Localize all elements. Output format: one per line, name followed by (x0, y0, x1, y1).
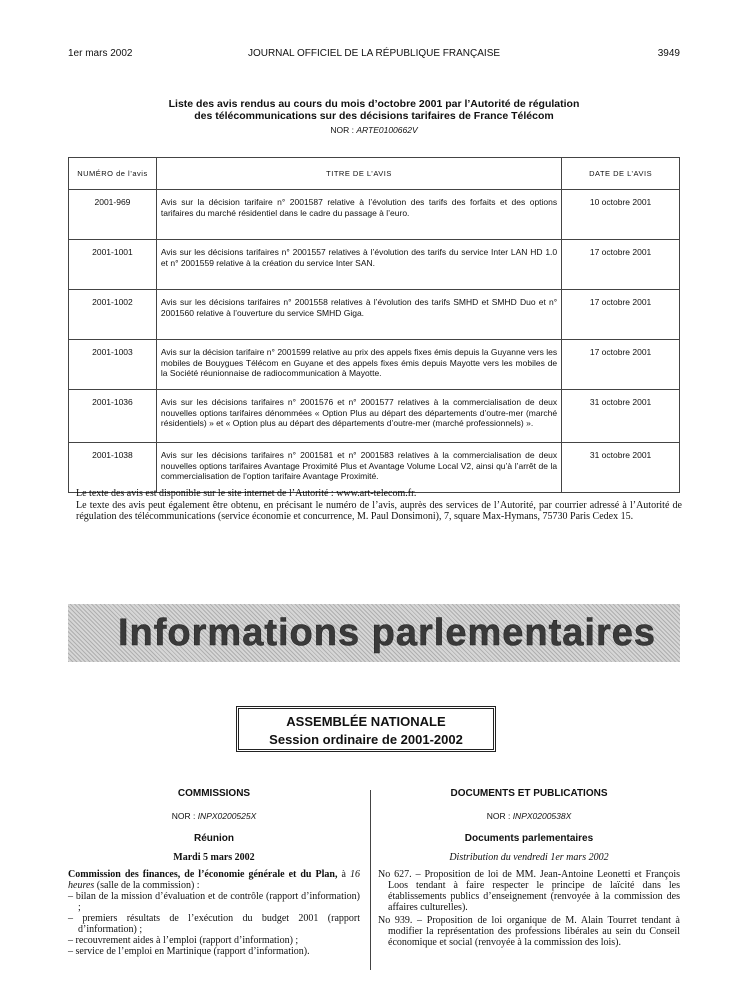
documents-subheading: Documents parlementaires (464, 833, 594, 844)
avis-number: 2001-1036 (69, 390, 157, 443)
note-availability: Le texte des avis est disponible sur le site internet de l’Autorité : www.art-telecom.fr. (76, 488, 417, 499)
nor-code: ARTE0100662V (356, 125, 418, 135)
avis-number: 2001-1001 (69, 240, 157, 290)
list-item: – premiers résultats de l’exécution du budget 2001 (rapport d’information) ; (68, 913, 360, 935)
left-column (68, 788, 360, 957)
avis-section-title (0, 98, 748, 122)
banner-informations-parlementaires (68, 604, 680, 662)
avis-date: 10 octobre 2001 (562, 190, 680, 240)
avis-number: 2001-1038 (69, 443, 157, 493)
table-row (69, 340, 680, 390)
distribution-date: Distribution du vendredi 1er mars 2002 (449, 852, 609, 863)
avis-nor (0, 125, 748, 135)
avis-title: Avis sur les décisions tarifaires n° 2001576 et n° 2001577 relatives à la commercialisation de deux nouvelles options tarifaires dénommées « Option Plus au départ des départements d’outre-mer (marché résidentiels) » et « Option plus au départ des départements d’outre-mer (marché professionnels) ». (156, 390, 561, 443)
avis-number: 2001-969 (69, 190, 157, 240)
table-row (69, 240, 680, 290)
nor-label: NOR : (171, 811, 196, 821)
header-date: 1er mars 2002 (68, 48, 133, 59)
agenda-list (68, 891, 360, 957)
avis-title: Avis sur les décisions tarifaires n° 2001557 relatives à l’évolution des tarifs du service Inter LAN HD 1.0 et n° 2001559 relative à la création du service Inter SAN. (156, 240, 561, 290)
avis-date: 17 octobre 2001 (562, 290, 680, 340)
nor-label: NOR : (330, 125, 354, 135)
assemblee-box (236, 706, 496, 752)
avis-number: 2001-1002 (69, 290, 157, 340)
commission-at: à (337, 869, 350, 880)
avis-title-line1: Liste des avis rendus au cours du mois d’octobre 2001 par l’Autorité de régulation (168, 98, 580, 110)
nor-code: INPX0200538X (512, 811, 572, 821)
avis-title: Avis sur les décisions tarifaires n° 2001558 relatives à l’évolution des tarifs SMHD et SMHD Duo et n° 2001560 relative à l’ouverture du service SMHD Giga. (156, 290, 561, 340)
commission-block (68, 869, 360, 957)
nor-code: INPX0200525X (197, 811, 257, 821)
documents-list (378, 869, 680, 948)
list-item: No 627. – Proposition de loi de MM. Jean-Antoine Leonetti et François Loos tendant à faire respecter le principe de laïcité dans les établissements publics d’enseignement (renvoyée à la commission des affaires culturelles). (378, 869, 680, 913)
reunion-date: Mardi 5 mars 2002 (173, 852, 255, 863)
avis-table (68, 157, 680, 493)
reunion-heading: Réunion (194, 833, 234, 844)
table-row (69, 390, 680, 443)
avis-title: Avis sur la décision tarifaire n° 2001599 relative au prix des appels fixes émis depuis la Guyanne vers les mobiles de Bouygues Télécom en Guyane et des appels fixes émis depuis Mayotte vers les mobiles de la Société réunionnaise de radiocommunication à Mayotte. (156, 340, 561, 390)
nor-label: NOR : (486, 811, 511, 821)
table-header-row (69, 158, 680, 190)
avis-title-line2: des télécommunications sur des décisions tarifaires de France Télécom (194, 110, 554, 122)
commissions-nor (68, 811, 360, 821)
avis-date: 17 octobre 2001 (562, 340, 680, 390)
journal-title: JOURNAL OFFICIEL DE LA RÉPUBLIQUE FRANÇAISE (247, 48, 501, 59)
table-row (69, 443, 680, 493)
documents-nor (378, 811, 680, 821)
column-header-numero: NUMÉRO de l’avis (69, 158, 157, 190)
note-contact: Le texte des avis peut également être obtenu, en précisant le numéro de l’avis, auprès des services de l’Autorité, par courrier adressé à l’Autorité de régulation des télécommunications (service économie et concurrence, M. Paul Donsimoni), 7, square Max-Hymans, 75730 Paris Cedex 15. (76, 500, 682, 522)
avis-title: Avis sur les décisions tarifaires n° 2001581 et n° 2001583 relatives à la commercialisation de deux nouvelles options tarifaires Avantage Proximité Plus et Avantage Volume Local V2, ainsi qu’à l’arrêt de la commercialisation de l’option tarifaire Avantage Proximité. (156, 443, 561, 493)
page-number: 3949 (657, 48, 680, 59)
list-item: – service de l’emploi en Martinique (rapport d’information). (68, 946, 310, 957)
commission-name: Commission des finances, de l’économie générale et du Plan, (68, 869, 338, 880)
commission-room: (salle de la commission) : (94, 880, 200, 891)
commissions-heading: COMMISSIONS (177, 788, 251, 799)
column-header-titre: TITRE DE L’AVIS (156, 158, 561, 190)
avis-date: 31 octobre 2001 (562, 443, 680, 493)
column-header-date: DATE DE L’AVIS (562, 158, 680, 190)
list-item: – recouvrement aides à l’emploi (rapport d’information) ; (68, 935, 299, 946)
list-item: No 939. – Proposition de loi organique de M. Alain Tourret tendant à modifier la représentation des professions libérales au sein du Conseil économique et social (renvoyée à la commission des lois). (378, 915, 680, 948)
documents-heading: DOCUMENTS ET PUBLICATIONS (450, 788, 608, 799)
assemblee-title: ASSEMBLÉE NATIONALE (286, 714, 446, 729)
avis-date: 17 octobre 2001 (562, 240, 680, 290)
avis-title: Avis sur la décision tarifaire n° 2001587 relative à l’évolution des tarifs des forfaits et des options tarifaires du marché résidentiel dans le cadre du passage à l’euro. (156, 190, 561, 240)
column-divider (370, 790, 371, 970)
table-row (69, 190, 680, 240)
table-row (69, 290, 680, 340)
commission-time: 16 heures (68, 869, 360, 891)
list-item: – bilan de la mission d’évaluation et de contrôle (rapport d’information) ; (68, 891, 360, 913)
avis-date: 31 octobre 2001 (562, 390, 680, 443)
banner-text: Informations parlementaires (118, 612, 657, 654)
avis-number: 2001-1003 (69, 340, 157, 390)
session-title: Session ordinaire de 2001-2002 (269, 732, 463, 747)
right-column (378, 788, 680, 948)
